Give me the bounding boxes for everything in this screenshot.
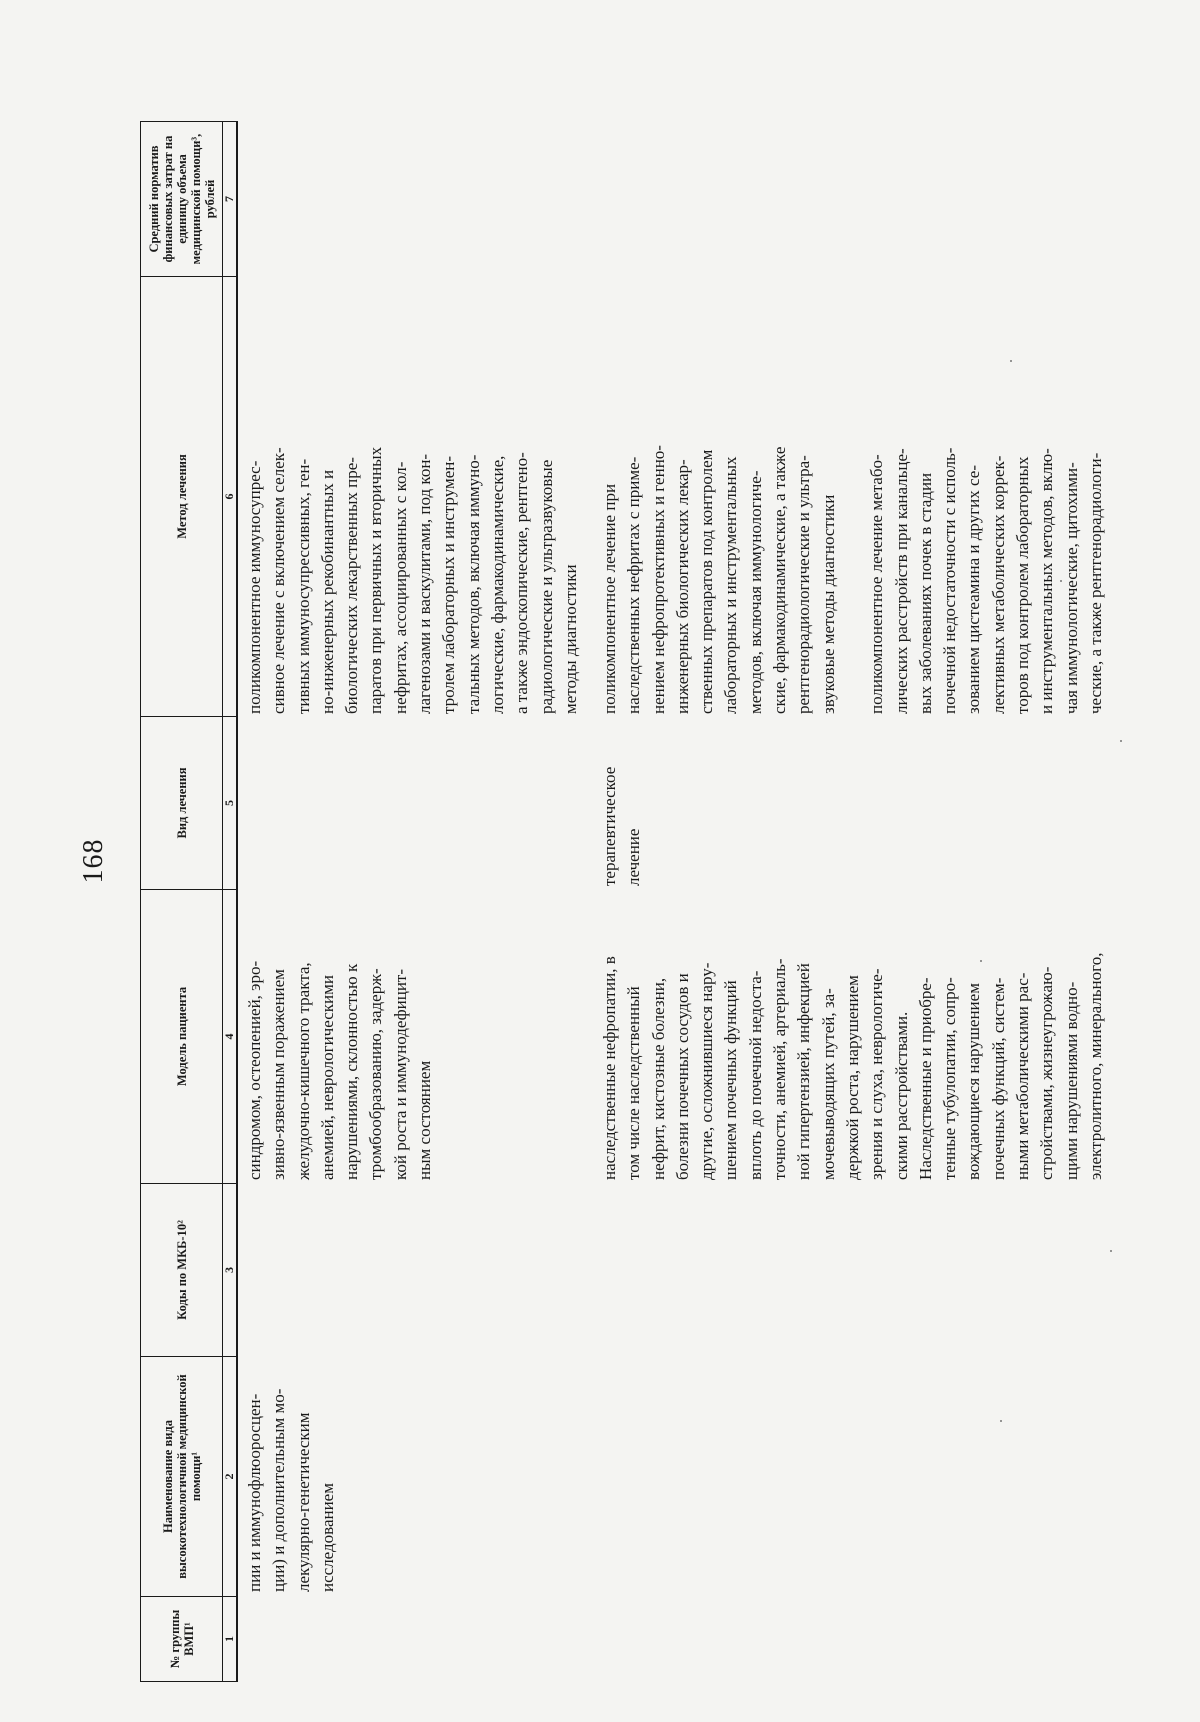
scan-speck [980,960,982,962]
header-icd-codes: Коды по МКБ-10² [174,1220,189,1320]
header-patient-model: Модель пациента [174,986,189,1087]
column-number-3: 3 [222,1267,236,1273]
header-vmp-name: Наименование вида высокотехнологичной медицинской помощи¹ [160,1374,203,1579]
row1-patient-model: синдромом, остеопенией, эро- зивно-язвенным поражением желудочно-кишечного тракта, анемией, неврологическими нарушениями, склонностью к тромбообразованию, задерж- кой роста и иммунодефицит- ным состоянием [245,960,435,1180]
header-treatment-method: Метод лечения [174,454,189,539]
colnum-bottom-line [236,122,238,1682]
scan-speck [1060,580,1062,582]
scan-speck [1000,1420,1002,1422]
column-number-4: 4 [222,1033,236,1040]
header-financial-norm: Средний норматив финансовых затрат на единицу объема медицинской помощи³, рублей [146,133,217,265]
column-number-1: 1 [222,1636,236,1642]
header-treatment-type: Вид лечения [174,767,189,839]
column-number-7: 7 [222,196,236,202]
column-number-6: 6 [222,493,236,500]
row1-vmp-name: пии и иммунофлюоросцен- ции) и дополнительным мо- лекулярно-генетическим исследованием [245,1388,337,1592]
column-number-5: 5 [222,800,236,806]
column-number-2: 2 [222,1473,236,1480]
scan-speck [1110,1250,1112,1252]
row1-treatment-method: поликомпонентное иммуносупрес- сивное лечение с включением селек- тивных иммуносупрессивных, ген- но-инженерных рекобинантных и биологических лекарственных пре- паратов при первичных и вторичных нефритах, ассоциированных с кол- лагенозами и васкулитами, под кон- тролем лабораторных и инструмен- тальных методов, включая иммуно- логические, фармакодинамические, а также эндоскопические, рентгено- радиологические и ультразвуковые методы диагностики [245,446,580,714]
scan-speck [1120,740,1122,742]
page-number: 168 [78,838,109,884]
col-border-left [140,1681,238,1682]
header-group-number: № группы ВМП¹ [167,1609,196,1669]
row2-treatment-method: поликомпонентное лечение при наследственных нефритах с приме- нением нефропротективных и генно- инженерных биологических лекар- ственных препаратов под контролем лабораторных и инструментальных методов, включая иммунологиче- ские, фармакодинамические, а также рентгенорадиологические и ультра- звуковые методы диагностики поликомпонентное лечение метабо- лических расстройств при канальце- вых заболеваниях почек в стадии почечной недостаточности с исполь- зованием цистеамина и других се- лективных метаболических коррек- торов под контролем лабораторных и инструментальных методов, вклю- чая иммунологические, цитохими- ческие, а также рентгенорадиологи- [600,445,1105,714]
scan-speck [1010,360,1012,362]
row2-treatment-type: терапевтическое лечение [600,766,644,886]
row2-patient-model: наследственные нефропатии, в том числе наследственный нефрит, кистозные болезни, болезни почечных сосудов и другие, осложнившиеся нару- шением почечных функций вплоть до почечной недоста- точности, анемией, артериаль- ной гипертензией, инфекцией мочевыводящих путей, за- держкой роста, нарушением зрения и слуха, неврологиче- скими расстройствами. Наследственные и приобре- тенные тубулопатии, сопро- вождающиеся нарушением почечных функций, систем- ными метаболическими рас- стройствами, жизнеугрожаю- щими нарушениями водно- электролитного, минерального, [600,952,1105,1180]
